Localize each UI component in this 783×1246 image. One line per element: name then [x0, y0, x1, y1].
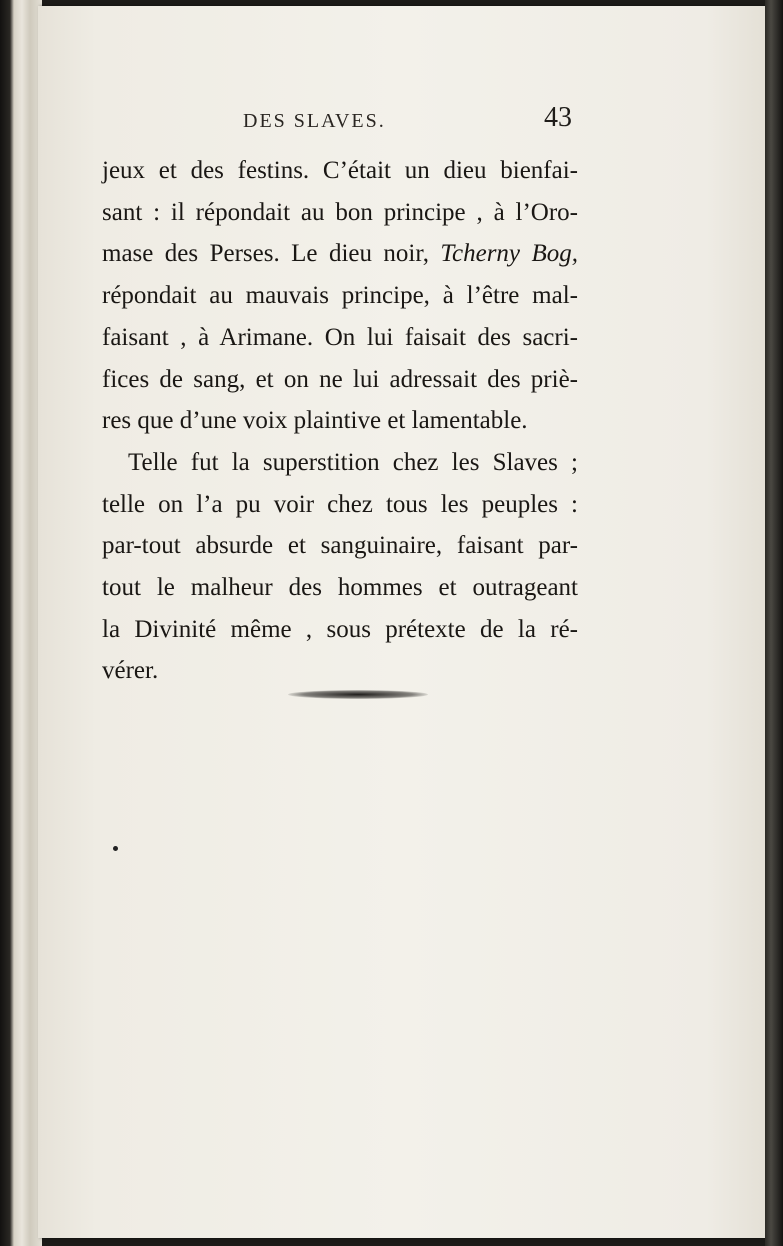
scan-border	[765, 0, 783, 1246]
text-line: res que d’une voix plaintive et lamentable.	[102, 407, 528, 435]
text-line: Telle fut la superstition chez les Slaves ;	[128, 448, 578, 476]
ink-smudge	[288, 690, 428, 699]
body-text	[102, 150, 578, 692]
text-line: par-tout absurde et sanguinaire, faisant par-	[102, 532, 578, 560]
text-line: la Divinité même , sous prétexte de la ré-	[102, 615, 578, 643]
text-line: sant : il répondait au bon principe , à l’Oro-	[102, 198, 578, 226]
page-header	[38, 102, 765, 142]
text-line	[102, 233, 578, 275]
text-line: vérer.	[102, 657, 159, 685]
text-line-part: mase des Perses. Le dieu noir,	[102, 240, 441, 268]
text-line: tout le malheur des hommes et outrageant	[102, 574, 578, 602]
text-line: telle on l’a pu voir chez tous les peuples :	[102, 490, 578, 518]
page-number: 43	[544, 102, 572, 133]
book-gutter	[0, 0, 42, 1246]
ink-dot	[113, 846, 118, 851]
running-head: DES SLAVES.	[243, 110, 386, 132]
text-line: fices de sang, et on ne lui adressait des priè-	[102, 365, 578, 393]
text-line: jeux et des festins. C’était un dieu bienfai-	[102, 157, 578, 184]
text-line: répondait au mauvais principe, à l’être mal-	[102, 282, 578, 310]
italic-name: Tcherny Bog,	[440, 240, 578, 268]
text-line: faisant , à Arimane. On lui faisait des sacri-	[102, 323, 578, 351]
book-page	[38, 6, 765, 1238]
